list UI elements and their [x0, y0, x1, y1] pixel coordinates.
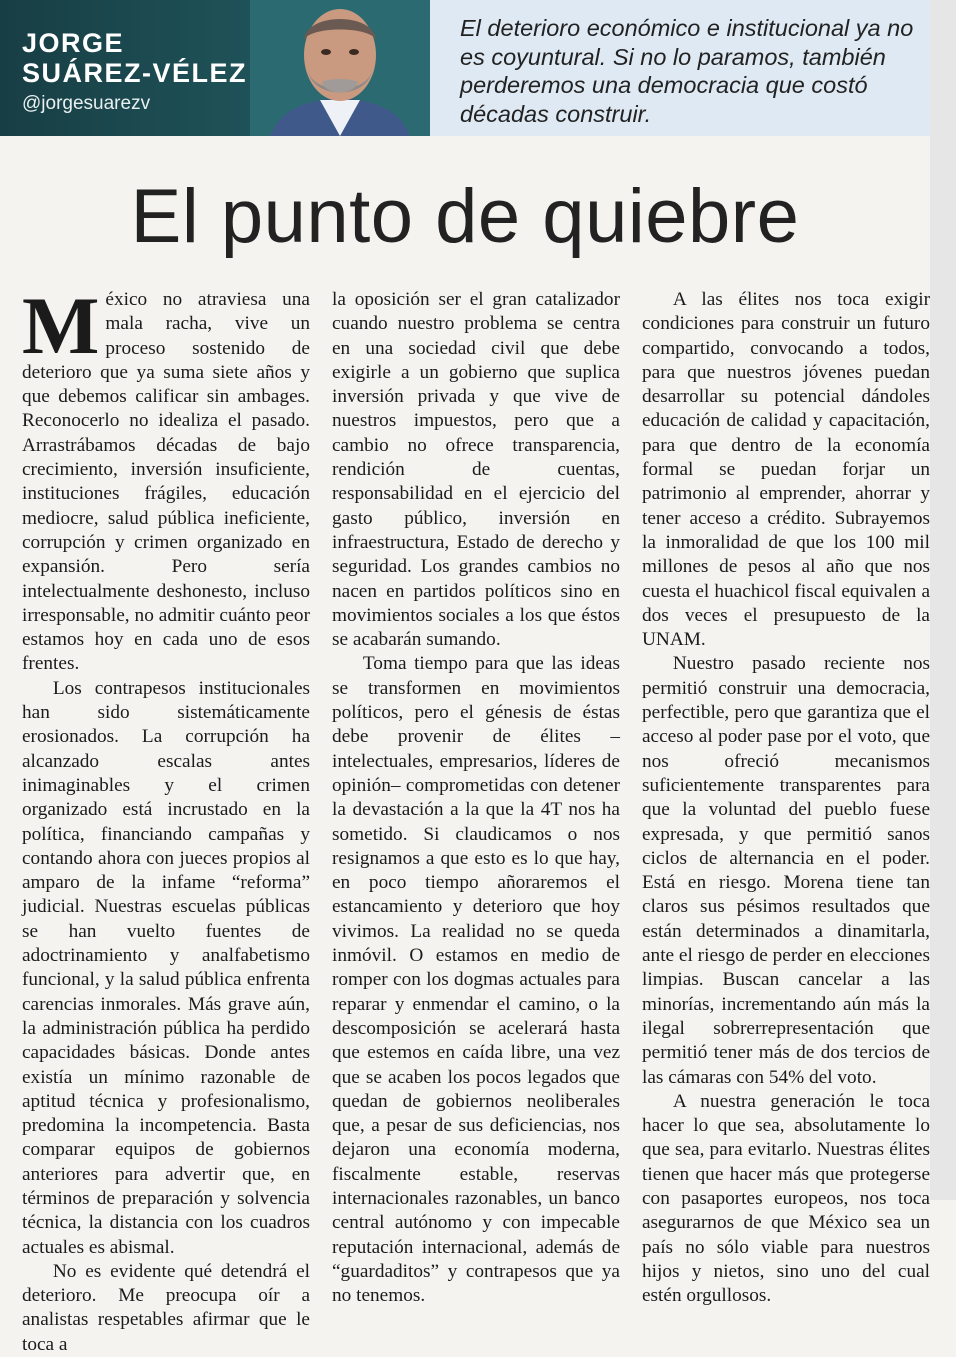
author-name	[22, 28, 247, 88]
pull-quote-box	[430, 0, 930, 136]
author-handle: @jorgesuarezv	[22, 93, 151, 114]
author-last-name: SUÁREZ-VÉLEZ	[22, 58, 248, 88]
pull-quote: El deterioro económico e institucional ya no es coyuntural. Si no lo paramos, también perderemos una democracia que costó décadas construir.	[460, 15, 914, 127]
column-1	[22, 280, 310, 1355]
page-edge	[930, 0, 956, 1200]
article-title: El punto de quiebre	[130, 174, 800, 259]
column-header	[0, 0, 930, 136]
paragraph: Nuestro pasado reciente nos permitió construir una democracia, perfectible, pero que garantiza que el acceso al poder pase por el voto, que nos ofreció mecanismos suficientemente transparentes para que la voluntad del pueblo fuese expresada, y que permitió sanos ciclos de alternancia en el poder. Está en riesgo. Morena tiene tan claros sus pésimos resultados que están determinados a dinamitarla, ante el riesgo de perder en elecciones limpias. Buscan cancelar a las minorías, incrementando aún más la ilegal sobrerrepresentación que permitió tener más de dos tercios de las cámaras con 54% del voto.	[642, 653, 930, 1088]
drop-cap: M	[22, 280, 100, 371]
article-body	[22, 280, 930, 1355]
author-first-name: JORGE	[22, 28, 125, 58]
paragraph: Los contrapesos institucionales han sido sistemáticamente erosionados. La corrupción ha alcanzado escalas antes inimaginables y el crimen organizado está incrustado en la política, financiando campañas y contando ahora con jueces propios al amparo de la infame “reforma” judicial. Nuestras escuelas públicas se han vuelto fuentes de adoctrinamiento y analfabetismo funcional, y la salud pública enfrenta carencias inmorales. Más grave aún, la administración pública ha perdido capacidades básicas. Donde antes existía un mínimo razonable de aptitud técnica y profesionalismo, predomina la incompetencia. Basta comparar equipos de gobiernos anteriores para advertir que, en términos de preparación y solvencia técnica, la distancia con los cuadros actuales es abismal.	[22, 677, 310, 1258]
paragraph: A nuestra generación le toca hacer lo que sea, absolutamente lo que sea, para evitarlo. Nuestras élites tienen que hacer más que protegerse con pasaportes europeos, nos toca asegurarnos de que México sea un país no sólo viable para nuestros hijos y nietos, sino uno del cual estén orgullosos.	[642, 1090, 930, 1307]
author-portrait	[250, 0, 430, 136]
paragraph: No es evidente qué detendrá el deterioro. Me preocupa oír a analistas respetables afirmar que le toca a	[22, 1260, 310, 1355]
paragraph: A las élites nos toca exigir condiciones para construir un futuro compartido, convocando a todos, para que nuestros jóvenes puedan desarrollar su potencial dándoles educación de calidad y capacitación, para que dentro de la economía formal se puedan forjar un patrimonio al emprender, ahorrar y tener acceso a crédito. Subrayemos la inmoralidad de que los 100 mil millones de pesos al año que nos cuesta el huachicol fiscal equivalen a dos veces el presupuesto de la UNAM.	[642, 289, 930, 651]
author-banner	[0, 0, 430, 136]
column-2	[332, 288, 620, 1307]
paragraph: México no atraviesa una mala racha, vive un proceso sostenido de deterioro que ya suma siete años y que debemos calificar sin ambages. Reconocerlo no idealiza el pasado. Arrastrábamos décadas de bajo crecimiento, inversión insuficiente, instituciones frágiles, educación mediocre, salud pública ineficiente, corrupción y crimen organizado en expansión. Pero sería intelectualmente deshonesto, incluso irresponsable, no admitir cuánto peor estamos hoy en cada uno de esos frentes.	[22, 280, 310, 675]
column-3	[642, 288, 930, 1307]
paragraph: Toma tiempo para que las ideas se transformen en movimientos políticos, pero el génesis de éstas debe provenir de élites –intelectuales, empresarios, líderes de opinión– comprometidas con detener la devastación a la que la 4T nos ha sometido. Si claudicamos o nos resignamos a que esto es lo que hay, en poco tiempo añoraremos el estancamiento y deterioro que hoy vivimos. La realidad no se queda inmóvil. O estamos en medio de romper con los dogmas actuales para reparar y enmendar el camino, o la descomposición se acelerará hasta que estemos en caída libre, una vez que se acaben los pocos legados que quedan de gobiernos neoliberales que, a pesar de sus deficiencias, nos dejaron una economía moderna, fiscalmente estable, reservas internacionales razonables, un banco central autónomo y con impecable reputación internacional, además de “guardaditos” y contrapesos que ya no tenemos.	[332, 653, 620, 1307]
paragraph: la oposición ser el gran catalizador cuando nuestro problema se centra en una sociedad civil que debe exigirle a un gobierno que suplica inversión privada y que vive de nuestros impuestos, pero que a cambio no ofrece transparencia, rendición de cuentas, responsabilidad en el ejercicio del gasto público, inversión en infraestructura, Estado de derecho y seguridad. Los grandes cambios no nacen en partidos políticos sino en movimientos sociales a los que éstos se acabarán sumando.	[332, 289, 620, 651]
